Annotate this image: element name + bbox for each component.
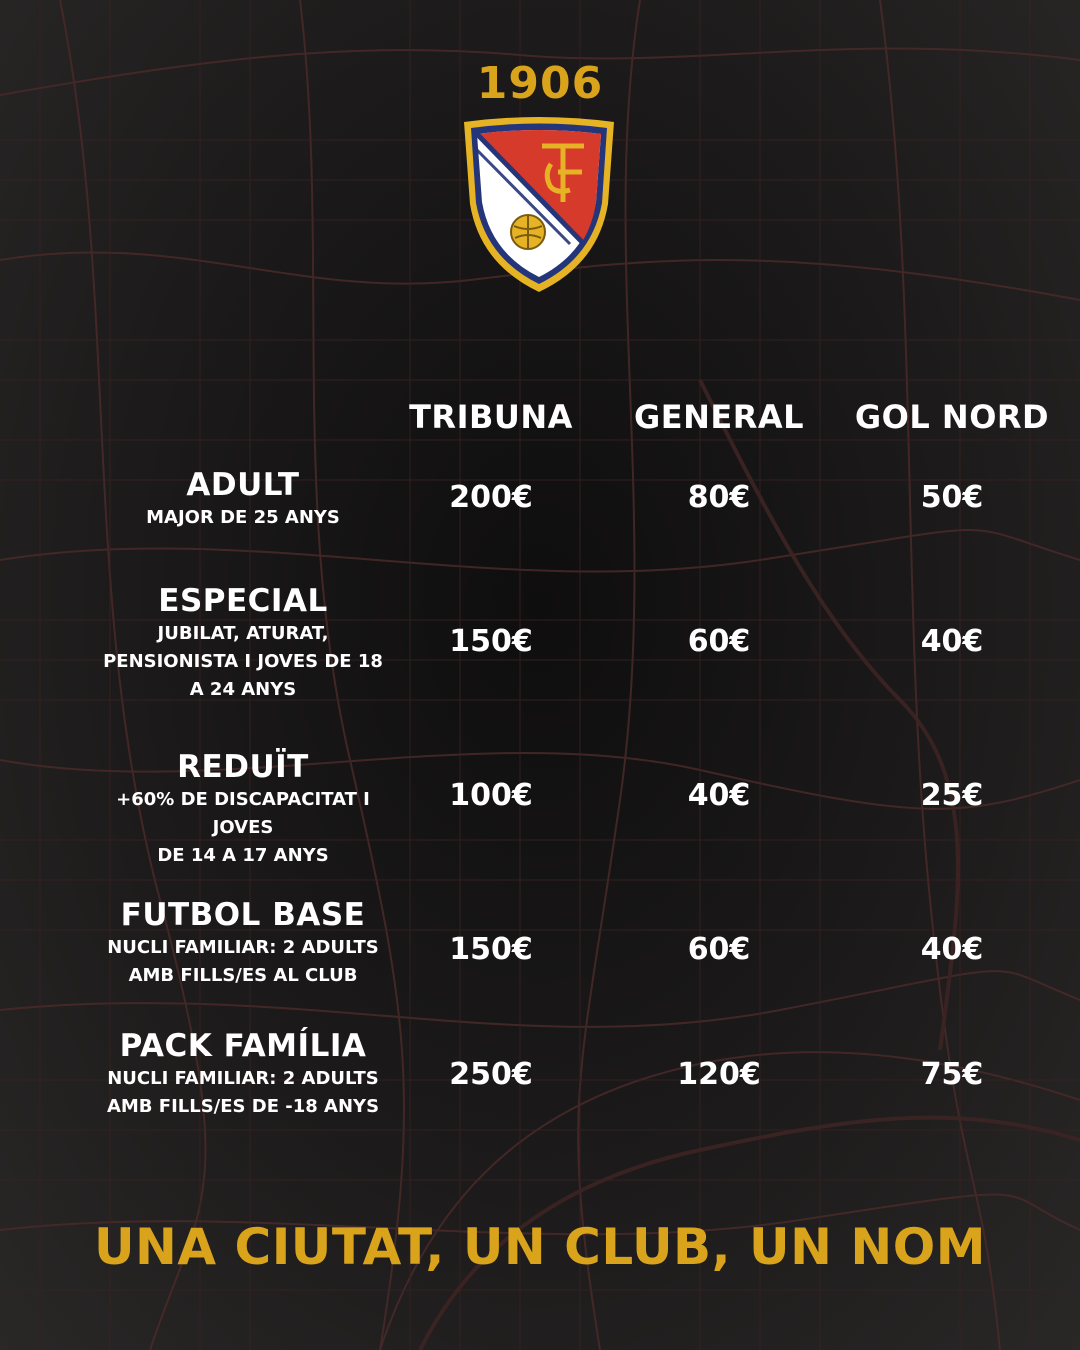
price-general: 60€ bbox=[687, 624, 751, 659]
price-gol-nord: 75€ bbox=[920, 1057, 984, 1092]
category-description-line: A 24 ANYS bbox=[189, 679, 297, 700]
price-tribuna: 150€ bbox=[449, 932, 533, 967]
category-pack-familia bbox=[83, 1027, 403, 1121]
category-name: REDUÏT bbox=[177, 749, 309, 785]
price-gol-nord: 50€ bbox=[920, 480, 984, 515]
category-reduit bbox=[83, 748, 403, 870]
price-gol-nord: 25€ bbox=[920, 778, 984, 813]
club-slogan: UNA CIUTAT, UN CLUB, UN NOM bbox=[93, 1218, 987, 1276]
category-description-line: DE 14 A 17 ANYS bbox=[157, 845, 329, 866]
category-especial bbox=[83, 582, 403, 704]
price-gol-nord: 40€ bbox=[920, 932, 984, 967]
price-tribuna: 250€ bbox=[449, 1057, 533, 1092]
founding-year: 1906 bbox=[476, 58, 604, 109]
column-header-general: GENERAL bbox=[633, 398, 805, 436]
price-tribuna: 200€ bbox=[449, 480, 533, 515]
price-general: 60€ bbox=[687, 932, 751, 967]
club-crest-logo bbox=[458, 114, 620, 296]
column-header-tribuna: TRIBUNA bbox=[409, 398, 573, 436]
category-name: ESPECIAL bbox=[158, 583, 328, 619]
category-description-line: JUBILAT, ATURAT, bbox=[157, 623, 329, 644]
category-description: MAJOR DE 25 ANYS bbox=[146, 507, 340, 528]
price-general: 80€ bbox=[687, 480, 751, 515]
column-header-gol-nord: GOL NORD bbox=[854, 398, 1050, 436]
category-name: FUTBOL BASE bbox=[120, 897, 366, 933]
category-adult bbox=[83, 466, 403, 532]
category-futbol-base bbox=[83, 896, 403, 990]
category-description-line: +60% DE DISCAPACITAT I JOVES bbox=[116, 789, 370, 838]
price-tribuna: 100€ bbox=[449, 778, 533, 813]
price-general: 120€ bbox=[677, 1057, 761, 1092]
category-description-line: PENSIONISTA I JOVES DE 18 bbox=[103, 651, 383, 672]
category-name: ADULT bbox=[186, 467, 300, 503]
price-tribuna: 150€ bbox=[449, 624, 533, 659]
category-description-line: NUCLI FAMILIAR: 2 ADULTS bbox=[107, 937, 379, 958]
category-name: PACK FAMÍLIA bbox=[119, 1028, 367, 1064]
category-description-line: NUCLI FAMILIAR: 2 ADULTS bbox=[107, 1068, 379, 1089]
price-gol-nord: 40€ bbox=[920, 624, 984, 659]
category-description-line: AMB FILLS/ES AL CLUB bbox=[128, 965, 358, 986]
category-description-line: AMB FILLS/ES DE -18 ANYS bbox=[106, 1096, 380, 1117]
price-general: 40€ bbox=[687, 778, 751, 813]
